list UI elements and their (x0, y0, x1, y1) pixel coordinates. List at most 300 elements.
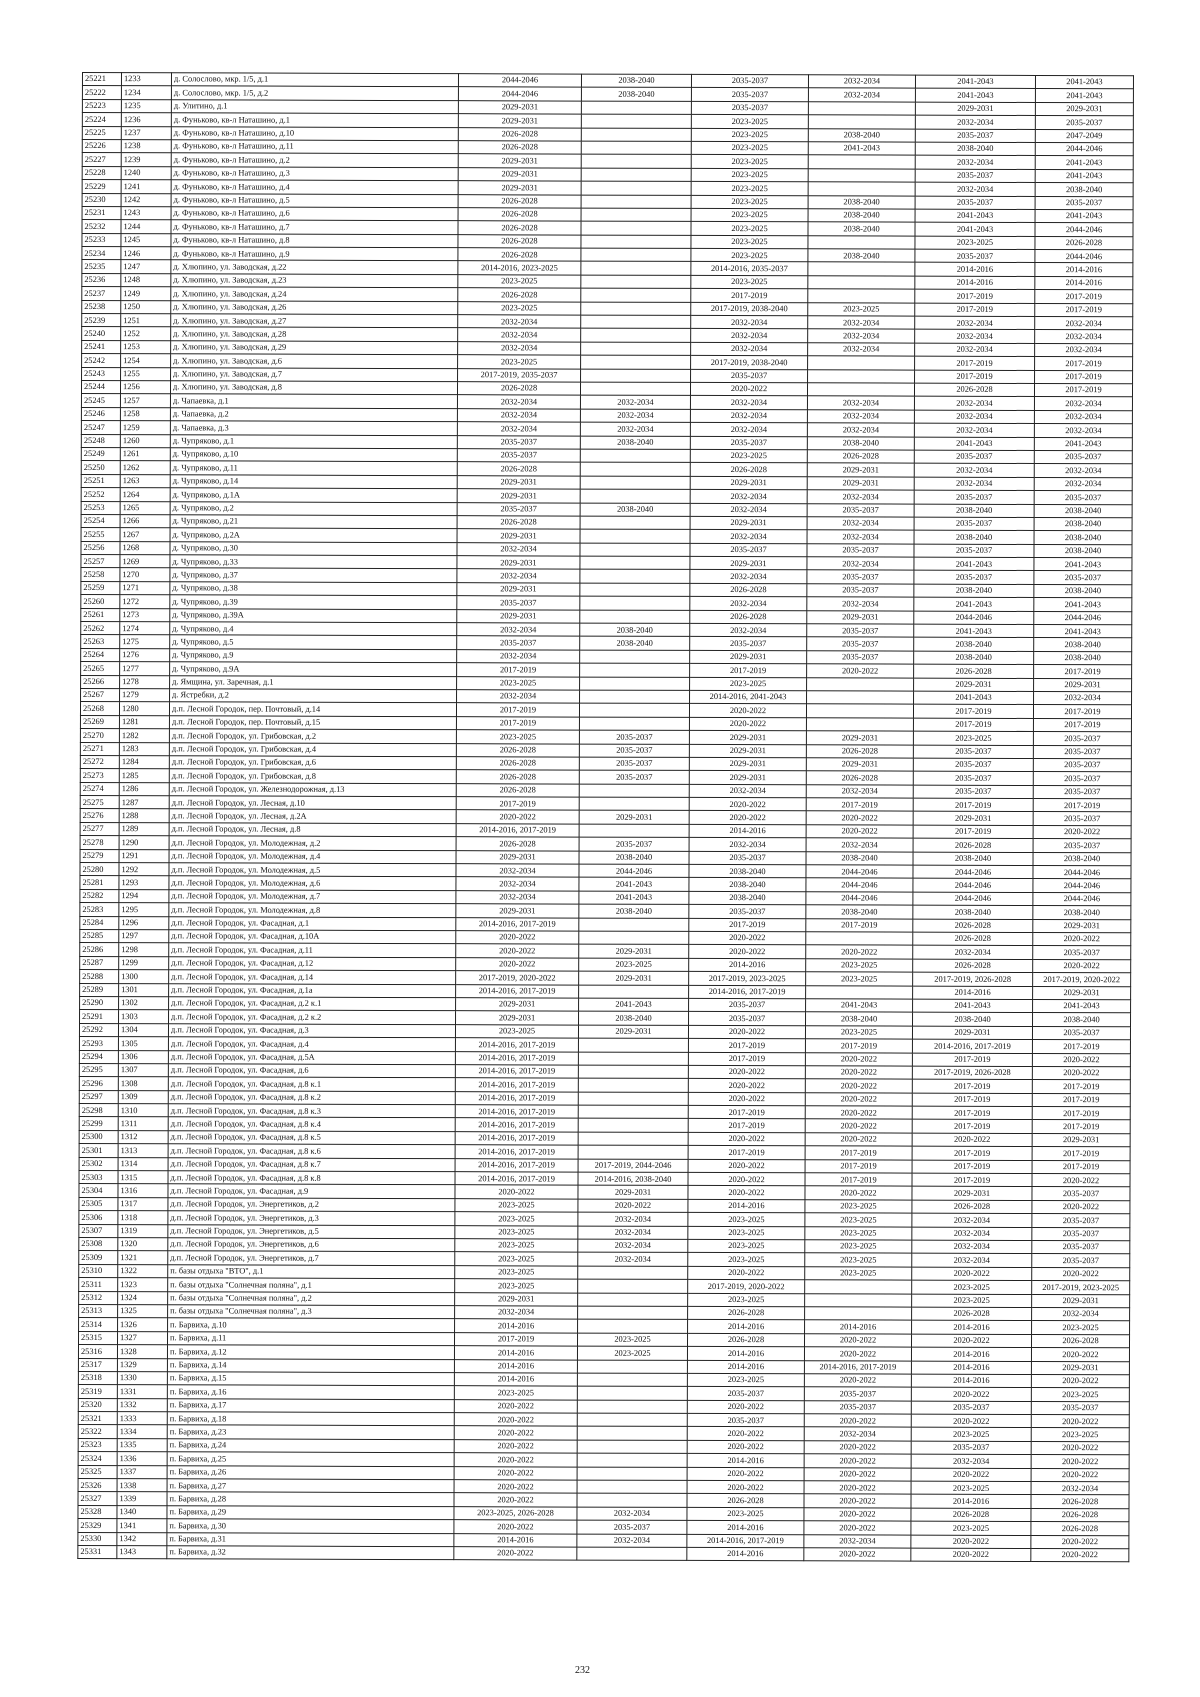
period-cell: 2020-2022 (454, 1480, 577, 1494)
period-cell: 2032-2034 (807, 517, 914, 531)
row-number-cell: 1243 (121, 207, 171, 221)
row-number-cell: 1284 (119, 756, 169, 770)
row-id-cell: 25271 (80, 742, 119, 756)
row-number-cell: 1307 (118, 1064, 168, 1078)
period-cell: 2029-2031 (806, 758, 913, 772)
period-cell: 2035-2037 (1033, 772, 1131, 786)
address-cell: п. Барвиха, д.25 (167, 1452, 454, 1466)
period-cell: 2035-2037 (579, 770, 689, 784)
period-cell: 2020-2022 (804, 1481, 911, 1495)
period-cell: 2017-2019 (1033, 718, 1131, 732)
address-cell: д. Хлюпино, ул. Заводская, д.29 (171, 341, 458, 355)
row-id-cell: 25317 (78, 1358, 117, 1372)
period-cell: 2044-2046 (1035, 250, 1133, 264)
address-cell: п. Барвиха, д.29 (167, 1506, 454, 1520)
row-id-cell: 25234 (82, 247, 121, 261)
period-cell: 2038-2040 (1034, 531, 1132, 545)
period-cell (806, 932, 913, 946)
period-cell: 2020-2022 (690, 382, 807, 396)
period-cell: 2020-2022 (912, 1133, 1032, 1147)
period-cell: 2041-2043 (808, 142, 915, 156)
period-cell: 2020-2022 (805, 1052, 912, 1066)
row-number-cell: 1297 (119, 930, 169, 944)
period-cell: 2020-2022 (1031, 1455, 1129, 1469)
period-cell: 2014-2016 (687, 1521, 804, 1535)
schedule-table-body (78, 73, 1134, 1563)
address-cell: д.п. Лесной Городок, ул. Фасадная, д.8 к.3 (168, 1104, 455, 1118)
period-cell: 2029-2031 (689, 744, 806, 758)
row-id-cell: 25279 (80, 849, 119, 863)
period-cell: 2023-2025 (805, 1200, 912, 1214)
period-cell: 2017-2019 (1032, 1040, 1130, 1054)
period-cell: 2017-2019, 2035-2037 (458, 368, 581, 382)
row-id-cell: 25229 (82, 180, 121, 194)
period-cell: 2017-2019 (912, 1160, 1032, 1174)
address-cell: д. Чупряково, д.14 (170, 474, 457, 488)
period-cell: 2032-2034 (807, 423, 914, 437)
row-id-cell: 25262 (81, 622, 120, 636)
address-cell: д.п. Лесной Городок, ул. Грибовская, д.8 (169, 769, 456, 783)
row-number-cell: 1314 (118, 1157, 168, 1171)
period-cell: 2014-2016, 2017-2019 (456, 984, 579, 998)
period-cell: 2014-2016 (454, 1359, 577, 1373)
row-number-cell: 1321 (118, 1251, 168, 1265)
period-cell: 2044-2046 (914, 611, 1034, 625)
period-cell: 2029-2031 (578, 1025, 688, 1039)
address-cell: д. Фуньково, кв-л Наташино, д.11 (171, 140, 458, 154)
period-cell: 2014-2016 (913, 986, 1033, 1000)
row-number-cell: 1338 (117, 1479, 167, 1493)
period-cell: 2017-2019 (1032, 1120, 1130, 1134)
period-cell: 2038-2040 (914, 584, 1034, 598)
period-cell: 2038-2040 (1033, 852, 1131, 866)
period-cell: 2032-2034 (691, 329, 808, 343)
period-cell: 2035-2037 (807, 570, 914, 584)
period-cell: 2032-2034 (457, 422, 580, 436)
period-cell: 2026-2028 (456, 783, 579, 797)
period-cell: 2023-2025 (688, 1213, 805, 1227)
row-number-cell: 1295 (119, 903, 169, 917)
period-cell: 2038-2040 (808, 195, 915, 209)
period-cell (577, 1400, 687, 1414)
period-cell: 2044-2046 (913, 865, 1033, 879)
period-cell (579, 918, 689, 932)
address-cell: п. Барвиха, д.26 (167, 1465, 454, 1479)
period-cell (580, 489, 690, 503)
address-cell: д.п. Лесной Городок, ул. Фасадная, д.4 (168, 1037, 455, 1051)
row-number-cell: 1286 (119, 782, 169, 796)
address-cell: д.п. Лесной Городок, ул. Энергетиков, д.7 (168, 1251, 455, 1265)
period-cell: 2017-2019 (457, 663, 580, 677)
address-cell: п. Барвиха, д.32 (167, 1546, 454, 1560)
address-cell: д.п. Лесной Городок, ул. Фасадная, д.8 к.2 (168, 1090, 455, 1104)
period-cell (580, 650, 690, 664)
period-cell: 2032-2034 (578, 1252, 688, 1266)
period-cell: 2029-2031 (689, 731, 806, 745)
period-cell: 2023-2025 (915, 236, 1035, 250)
period-cell: 2032-2034 (807, 557, 914, 571)
period-cell: 2035-2037 (915, 249, 1035, 263)
row-number-cell: 1290 (119, 836, 169, 850)
period-cell: 2032-2034 (458, 341, 581, 355)
period-cell: 2032-2034 (689, 838, 806, 852)
period-cell: 2014-2016, 2017-2019 (455, 1078, 578, 1092)
period-cell: 2026-2028 (911, 1508, 1031, 1522)
address-cell: д.п. Лесной Городок, ул. Фасадная, д.8 к.4 (168, 1117, 455, 1131)
row-number-cell: 1252 (121, 327, 171, 341)
row-id-cell: 25237 (82, 287, 121, 301)
period-cell (581, 208, 691, 222)
row-id-cell: 25242 (82, 354, 121, 368)
period-cell: 2041-2043 (1034, 558, 1132, 572)
period-cell: 2026-2028 (690, 583, 807, 597)
period-cell: 2014-2016 (687, 1347, 804, 1361)
period-cell: 2026-2028 (806, 744, 913, 758)
row-id-cell: 25316 (78, 1345, 117, 1359)
row-number-cell: 1276 (120, 648, 170, 662)
row-number-cell: 1300 (119, 970, 169, 984)
period-cell: 2032-2034 (458, 315, 581, 329)
period-cell: 2020-2022 (454, 1426, 577, 1440)
period-cell: 2023-2025 (687, 1373, 804, 1387)
period-cell: 2020-2022 (456, 810, 579, 824)
row-number-cell: 1275 (120, 635, 170, 649)
period-cell: 2035-2037 (579, 837, 689, 851)
period-cell: 2026-2028 (687, 1333, 804, 1347)
period-cell: 2014-2016 (911, 1374, 1031, 1388)
row-id-cell: 25327 (78, 1492, 117, 1506)
row-number-cell: 1332 (117, 1398, 167, 1412)
period-cell: 2017-2019 (806, 798, 913, 812)
row-number-cell: 1291 (119, 849, 169, 863)
period-cell: 2017-2019 (912, 1053, 1032, 1067)
row-number-cell: 1256 (120, 381, 170, 395)
period-cell: 2041-2043 (1033, 999, 1131, 1013)
period-cell: 2041-2043 (1034, 625, 1132, 639)
period-cell: 2020-2022 (805, 1092, 912, 1106)
period-cell: 2032-2034 (806, 838, 913, 852)
period-cell: 2026-2028 (458, 221, 581, 235)
address-cell: д. Чупряково, д.38 (170, 582, 457, 596)
row-number-cell: 1249 (121, 287, 171, 301)
period-cell: 2017-2019 (805, 1173, 912, 1187)
period-cell: 2020-2022 (805, 1186, 912, 1200)
period-cell: 2017-2019 (912, 1120, 1032, 1134)
period-cell (580, 663, 690, 677)
period-cell: 2017-2019 (1034, 383, 1132, 397)
period-cell: 2044-2046 (913, 879, 1033, 893)
period-cell: 2038-2040 (1034, 504, 1132, 518)
row-number-cell: 1283 (119, 742, 169, 756)
period-cell: 2035-2037 (579, 744, 689, 758)
address-cell: д. Солослово, мкр. 1/5, д.2 (171, 86, 458, 100)
period-cell: 2026-2028 (456, 743, 579, 757)
address-cell: п. Барвиха, д.12 (167, 1345, 454, 1359)
row-id-cell: 25240 (82, 327, 121, 341)
period-cell (807, 677, 914, 691)
period-cell: 2020-2022 (1031, 1441, 1129, 1455)
address-cell: д.п. Лесной Городок, ул. Грибовская, д.4 (169, 742, 456, 756)
period-cell (580, 449, 690, 463)
period-cell (805, 1280, 912, 1294)
period-cell: 2035-2037 (1034, 450, 1132, 464)
row-number-cell: 1282 (119, 729, 169, 743)
period-cell: 2023-2025 (806, 972, 913, 986)
period-cell: 2029-2031 (915, 102, 1035, 116)
period-cell: 2035-2037 (457, 449, 580, 463)
period-cell: 2035-2037 (1034, 491, 1132, 505)
row-number-cell: 1312 (118, 1130, 168, 1144)
period-cell (577, 1386, 687, 1400)
period-cell (808, 169, 915, 183)
period-cell (580, 556, 690, 570)
period-cell: 2026-2028 (1031, 1334, 1129, 1348)
row-id-cell: 25231 (82, 206, 121, 220)
row-id-cell: 25261 (81, 608, 120, 622)
period-cell: 2020-2022 (454, 1466, 577, 1480)
period-cell: 2017-2019, 2038-2040 (691, 356, 808, 370)
period-cell: 2044-2046 (806, 878, 913, 892)
row-id-cell: 25228 (82, 166, 121, 180)
period-cell: 2029-2031 (579, 971, 689, 985)
period-cell: 2014-2016, 2017-2019 (456, 917, 579, 931)
period-cell: 2017-2019 (688, 1105, 805, 1119)
period-cell: 2017-2019 (915, 303, 1035, 317)
period-cell: 2038-2040 (1034, 517, 1132, 531)
period-cell (580, 462, 690, 476)
row-id-cell: 25251 (81, 474, 120, 488)
period-cell: 2020-2022 (911, 1387, 1031, 1401)
period-cell (808, 289, 915, 303)
row-id-cell: 25264 (81, 648, 120, 662)
address-cell: п. Барвиха, д.31 (167, 1532, 454, 1546)
row-number-cell: 1257 (120, 394, 170, 408)
row-id-cell: 25326 (78, 1479, 117, 1493)
period-cell: 2032-2034 (690, 490, 807, 504)
row-id-cell: 25290 (80, 996, 119, 1010)
period-cell: 2014-2016, 2035-2037 (691, 262, 808, 276)
period-cell: 2020-2022 (804, 1548, 911, 1562)
period-cell: 2032-2034 (578, 1212, 688, 1226)
row-id-cell: 25221 (82, 73, 121, 87)
period-cell: 2029-2031 (457, 583, 580, 597)
period-cell: 2032-2034 (912, 1213, 1032, 1227)
period-cell: 2038-2040 (1033, 906, 1131, 920)
row-number-cell: 1237 (121, 126, 171, 140)
period-cell: 2032-2034 (1035, 343, 1133, 357)
period-cell: 2032-2034 (807, 396, 914, 410)
row-id-cell: 25315 (79, 1331, 118, 1345)
period-cell (581, 101, 691, 115)
row-id-cell: 25312 (79, 1291, 118, 1305)
period-cell: 2017-2019 (455, 1332, 578, 1346)
row-number-cell: 1236 (121, 113, 171, 127)
row-number-cell: 1301 (119, 983, 169, 997)
period-cell: 2020-2022 (456, 931, 579, 945)
period-cell: 2017-2019 (806, 918, 913, 932)
period-cell: 2023-2025 (691, 115, 808, 129)
period-cell: 2038-2040 (808, 249, 915, 263)
period-cell: 2032-2034 (1034, 464, 1132, 478)
period-cell: 2020-2022 (689, 798, 806, 812)
period-cell: 2020-2022 (687, 1427, 804, 1441)
row-id-cell: 25232 (82, 220, 121, 234)
row-number-cell: 1294 (119, 889, 169, 903)
period-cell: 2017-2019 (1034, 665, 1132, 679)
period-cell: 2020-2022 (1032, 1267, 1130, 1281)
row-id-cell: 25259 (81, 581, 120, 595)
period-cell: 2014-2016, 2017-2019 (455, 1158, 578, 1172)
period-cell: 2017-2019 (913, 798, 1033, 812)
period-cell (578, 1319, 688, 1333)
period-cell: 2020-2022 (1031, 1535, 1129, 1549)
period-cell (808, 182, 915, 196)
period-cell (578, 1119, 688, 1133)
address-cell: д. Улитино, д.1 (171, 100, 458, 114)
period-cell: 2032-2034 (580, 409, 690, 423)
period-cell (805, 1293, 912, 1307)
period-cell: 2020-2022 (1031, 1348, 1129, 1362)
row-id-cell: 25255 (81, 528, 120, 542)
period-cell: 2038-2040 (580, 503, 690, 517)
period-cell: 2041-2043 (915, 75, 1035, 89)
row-number-cell: 1285 (119, 769, 169, 783)
period-cell: 2032-2034 (1031, 1482, 1129, 1496)
period-cell (577, 1453, 687, 1467)
address-cell: д.п. Лесной Городок, ул. Молодежная, д.5 (169, 863, 456, 877)
period-cell: 2026-2028 (912, 1200, 1032, 1214)
period-cell (580, 543, 690, 557)
period-cell: 2023-2025 (454, 1386, 577, 1400)
row-number-cell: 1305 (118, 1037, 168, 1051)
row-id-cell: 25304 (79, 1184, 118, 1198)
period-cell (579, 797, 689, 811)
period-cell: 2041-2043 (1035, 75, 1133, 89)
period-cell (806, 718, 913, 732)
period-cell: 2032-2034 (580, 422, 690, 436)
period-cell: 2023-2025, 2026-2028 (454, 1506, 577, 1520)
period-cell: 2023-2025 (805, 1213, 912, 1227)
period-cell: 2017-2019 (1035, 290, 1133, 304)
period-cell: 2023-2025 (688, 1239, 805, 1253)
period-cell: 2032-2034 (457, 408, 580, 422)
period-cell: 2041-2043 (579, 891, 689, 905)
period-cell: 2035-2037 (915, 129, 1035, 143)
period-cell: 2017-2019 (915, 289, 1035, 303)
address-cell: д.п. Лесной Городок, ул. Фасадная, д.8 к.8 (168, 1171, 455, 1185)
period-cell: 2020-2022 (911, 1334, 1031, 1348)
period-cell: 2017-2019 (688, 1146, 805, 1160)
row-number-cell: 1329 (117, 1358, 167, 1372)
period-cell (577, 1467, 687, 1481)
period-cell: 2032-2034 (915, 330, 1035, 344)
period-cell: 2023-2025 (806, 959, 913, 973)
period-cell: 2035-2037 (457, 502, 580, 516)
address-cell: д. Чупряково, д.1 (170, 434, 457, 448)
period-cell: 2014-2016 (805, 1320, 912, 1334)
address-cell: д. Фуньково, кв-л Наташино, д.10 (171, 126, 458, 140)
row-id-cell: 25233 (82, 233, 121, 247)
row-number-cell: 1298 (119, 943, 169, 957)
address-cell: п. Барвиха, д.27 (167, 1479, 454, 1493)
period-cell: 2035-2037 (1033, 745, 1131, 759)
period-cell: 2017-2019, 2023-2025 (689, 972, 806, 986)
period-cell: 2017-2019 (915, 370, 1035, 384)
period-cell: 2020-2022 (804, 1454, 911, 1468)
row-number-cell: 1340 (117, 1505, 167, 1519)
period-cell: 2020-2022 (454, 1440, 577, 1454)
row-id-cell: 25291 (80, 1010, 119, 1024)
period-cell: 2023-2025 (691, 168, 808, 182)
period-cell: 2029-2031 (690, 476, 807, 490)
period-cell: 2032-2034 (915, 182, 1035, 196)
period-cell (581, 181, 691, 195)
period-cell: 2026-2028 (912, 1307, 1032, 1321)
period-cell: 2038-2040 (806, 1012, 913, 1026)
period-cell: 2023-2025 (455, 1024, 578, 1038)
period-cell: 2032-2034 (915, 316, 1035, 330)
address-cell: д. Чупряково, д.37 (170, 568, 457, 582)
row-number-cell: 1273 (120, 608, 170, 622)
period-cell: 2035-2037 (691, 101, 808, 115)
period-cell: 2014-2016, 2017-2019 (804, 1360, 911, 1374)
period-cell (581, 328, 691, 342)
period-cell: 2029-2031 (1033, 919, 1131, 933)
period-cell: 2023-2025 (691, 222, 808, 236)
period-cell: 2020-2022 (804, 1347, 911, 1361)
period-cell: 2017-2019 (688, 1119, 805, 1133)
row-number-cell: 1262 (120, 461, 170, 475)
period-cell: 2035-2037 (1033, 946, 1131, 960)
period-cell: 2023-2025 (911, 1481, 1031, 1495)
row-id-cell: 25236 (82, 273, 121, 287)
period-cell: 2017-2019 (456, 716, 579, 730)
period-cell (581, 141, 691, 155)
row-number-cell: 1260 (120, 434, 170, 448)
period-cell (577, 1427, 687, 1441)
period-cell: 2032-2034 (808, 88, 915, 102)
period-cell: 2026-2028 (458, 208, 581, 222)
period-cell: 2029-2031 (458, 114, 581, 128)
row-number-cell: 1293 (119, 876, 169, 890)
period-cell: 2014-2016, 2017-2019 (455, 1038, 578, 1052)
schedule-table (77, 72, 1134, 1563)
period-cell: 2023-2025 (691, 182, 808, 196)
row-id-cell: 25227 (82, 153, 121, 167)
period-cell: 2026-2028 (458, 248, 581, 262)
period-cell: 2041-2043 (1034, 437, 1132, 451)
address-cell: д. Хлюпино, ул. Заводская, д.26 (171, 300, 458, 314)
row-number-cell: 1308 (118, 1077, 168, 1091)
period-cell: 2020-2022 (912, 1267, 1032, 1281)
row-number-cell: 1335 (117, 1438, 167, 1452)
address-cell: д. Чупряково, д.2 (170, 501, 457, 515)
period-cell: 2029-2031 (690, 556, 807, 570)
period-cell: 2023-2025 (455, 1198, 578, 1212)
period-cell: 2035-2037 (457, 435, 580, 449)
period-cell: 2014-2016 (1035, 276, 1133, 290)
period-cell: 2014-2016 (454, 1346, 577, 1360)
row-id-cell: 25322 (78, 1425, 117, 1439)
period-cell: 2020-2022 (1032, 1066, 1130, 1080)
period-cell: 2041-2043 (914, 597, 1034, 611)
period-cell: 2044-2046 (1035, 142, 1133, 156)
period-cell: 2020-2022 (689, 945, 806, 959)
period-cell (808, 235, 915, 249)
period-cell: 2017-2019 (1033, 799, 1131, 813)
period-cell: 2014-2016 (687, 1360, 804, 1374)
period-cell: 2038-2040 (1034, 638, 1132, 652)
